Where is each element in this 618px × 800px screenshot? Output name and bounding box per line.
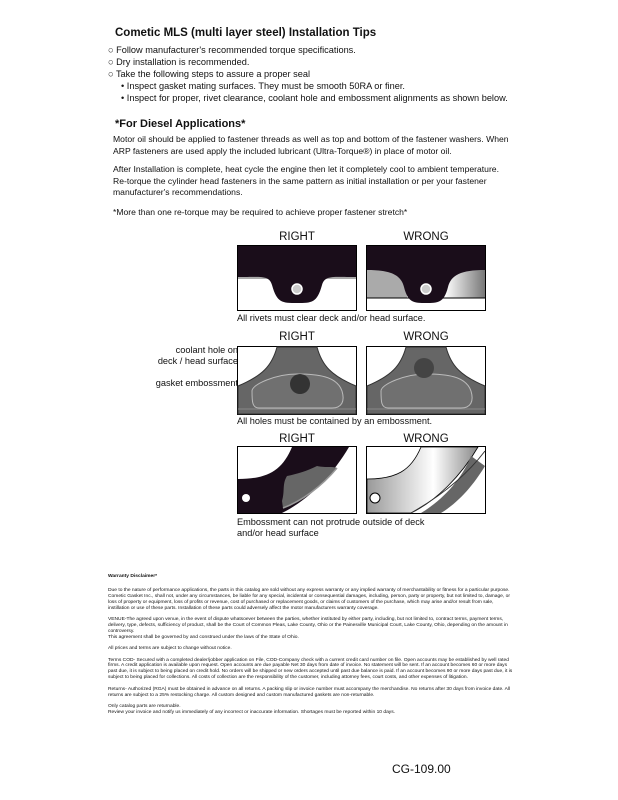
- tip-text: Dry installation is recommended.: [116, 57, 250, 67]
- warranty-paragraph: Review your invoice and notify us immediately of any incorrect or inaccurate information. Shortages must be reported within 10 days.: [108, 709, 396, 715]
- caption-line: Embossment can not protrude outside of deck: [237, 517, 425, 527]
- warranty-paragraph: Returns- Authorized (RGA) must be obtained in advance on all returns. A packing slip or invoice number must accompany the merchandise. No returns after 30 days from invoice date. All returns are subject to a 25% restocking charge. All custom designed and custom manufactured gaskets are non-returnable.: [108, 686, 511, 698]
- warranty-heading: Warranty Disclaimer*: [108, 574, 158, 579]
- callout-text: coolant hole on: [175, 345, 238, 355]
- tip-text: Follow manufacturer's recommended torque specifications.: [116, 45, 356, 55]
- embossment-right-diagram: [237, 446, 357, 514]
- warranty-section: [108, 574, 513, 721]
- diesel-heading: *For Diesel Applications*: [115, 118, 246, 130]
- warranty-paragraph: This agreement shall be governed by and construed under the laws of the State of Ohio.: [108, 634, 299, 640]
- warranty-paragraph: VENUE-The agreed upon venue, in the event of dispute whatsoever between the parties, whether instituted by either party, including, but not limited to, contract terms, payment terms, delivery, type, defects, sufficiency of product, shall be the Court of Common Pleas, Lake County, Ohio or the Painesville Municipal Court, Lake County, Ohio, depending on the amount in controversy.: [108, 617, 508, 634]
- rivet-wrong-diagram: [366, 245, 486, 311]
- subtip-item: • Inspect gasket mating surfaces. They must be smooth 50RA or finer.: [121, 81, 405, 91]
- wrong-label: WRONG: [403, 231, 449, 243]
- subtip-item: • Inspect for proper, rivet clearance, coolant hole and embossment alignments as shown below.: [121, 93, 508, 103]
- diesel-paragraph: *More than one re-torque may be required to achieve proper fastener stretch*: [113, 207, 408, 217]
- diesel-paragraph: After Installation is complete, heat cycle the engine then let it completely cool to ambient temperature. Re-torque the cylinder head fasteners in the same pattern as initial installation or per your fastener manufacturer's recommendations.: [113, 164, 499, 198]
- right-label: RIGHT: [279, 433, 315, 445]
- tip-item: ○ Dry installation is recommended.: [108, 57, 250, 67]
- subtip-text: Inspect for proper, rivet clearance, coolant hole and embossment alignments as shown below.: [126, 93, 508, 103]
- subtip-text: Inspect gasket mating surfaces. They must be smooth 50RA or finer.: [126, 81, 405, 91]
- wrong-label: WRONG: [403, 331, 449, 343]
- caption: All rivets must clear deck and/or head surface.: [237, 313, 426, 323]
- warranty-paragraph: Terms COD- Secured with a completed dealer/jobber application on File, COD-Company check with a current credit card number on file. Open accounts may be established by well rated firms. A credit application is available upon request. Open accounts are due payable Net 30 days from date of invoice. No statement will be sent. If an account becomes 60 or more days past due, it is subject to being placed on credit hold. No orders will be shipped or new orders accepted until past due balance is paid. If an account becomes 90 or more days past due, it is subject to being placed for collections. All costs of collection are the responsibility of the customer, including attorney fees, court costs, and other expenses of litigation.: [108, 657, 513, 681]
- right-label: RIGHT: [279, 231, 315, 243]
- caption: [237, 517, 424, 538]
- rivet-right-diagram: [237, 245, 357, 311]
- embossment-wrong-diagram: [366, 446, 486, 514]
- hole-right-diagram: [237, 346, 357, 415]
- page-code: CG-109.00: [392, 762, 451, 776]
- callout-gasket-embossment: gasket embossment: [155, 378, 238, 388]
- tip-item: ○ Take the following steps to assure a proper seal: [108, 69, 311, 79]
- right-label: RIGHT: [279, 331, 315, 343]
- warranty-paragraph: Due to the nature of performance applications, the parts in this catalog are sold without any express warranty or any implied warranty of merchantability or fitness for a particular purpose. Cometic Gasket Inc., shall not, under any circumstances, be liable for any special, incidental or consequential damages, including, person, party or property, but not limited to, damage, or loss of property or equipment, loss of profits or revenue, cost of purchased or replacement goods, or claims of customers of the purchase, which may arise and/or result from sale, instillation or use of these parts. Installation of these parts could adversely affect the motor manufacturers warranty coverage.: [108, 587, 510, 611]
- wrong-label: WRONG: [403, 433, 449, 445]
- warranty-paragraph: Only catalog parts are returnable.: [108, 704, 181, 709]
- caption-line: and/or head surface: [237, 527, 319, 538]
- diesel-paragraph: Motor oil should be applied to fastener threads as well as top and bottom of the fastener washers. When ARP fasteners are used apply the included lubricant (Ultra-Torque®) in place of motor oil.: [113, 134, 509, 156]
- page-title: Cometic MLS (multi layer steel) Installation Tips: [115, 27, 377, 39]
- hole-wrong-diagram: [366, 346, 486, 415]
- tip-item: ○ Follow manufacturer's recommended torque specifications.: [108, 45, 356, 55]
- warranty-paragraph: All prices and terms are subject to change without notice.: [108, 646, 232, 652]
- caption: All holes must be contained by an embossment.: [237, 416, 433, 426]
- tip-text: Take the following steps to assure a proper seal: [115, 69, 311, 79]
- callout-text: deck / head surface: [157, 355, 238, 366]
